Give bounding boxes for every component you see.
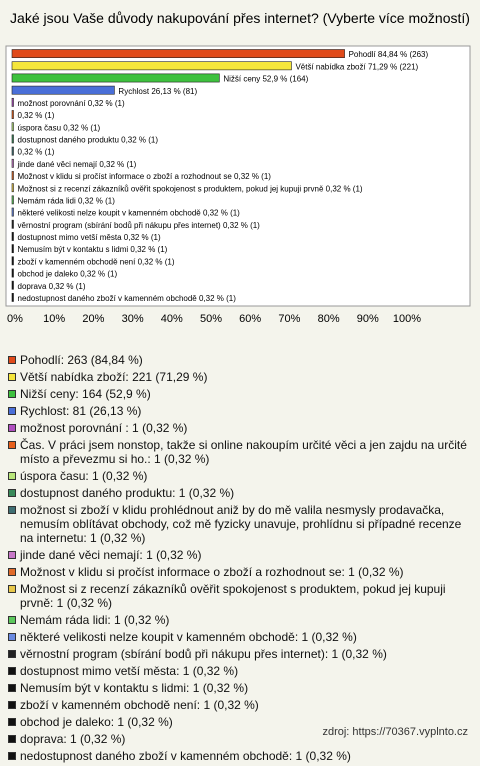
legend-swatch [8,441,16,449]
legend-item [6,469,470,483]
bar [12,257,14,265]
bar [12,208,14,216]
legend-swatch [8,489,16,497]
bar [12,184,14,192]
legend-label: Nižší ceny: 164 (52,9 %) [20,387,151,401]
bar [12,171,14,179]
legend-item [6,647,470,661]
legend-label: dostupnost mimo vetší města: 1 (0,32 %) [20,664,239,678]
legend-label: nedostupnost daného zboží v kamenném obchodě: 1 (0,32 %) [20,749,351,763]
legend-swatch [8,390,16,398]
legend-label: možnost si zboží v klidu prohlédnout aniž by do mě valila nesmysly prodavačka, nemusím oblítávat obchody, což mě fyzicky unavuje, prohlídnu si případné recenze na internetu: 1 (0,32 %) [20,503,462,545]
x-tick-label: 60% [239,313,262,325]
legend-swatch [8,735,16,743]
bar-label: Rychlost 26,13 % (81) [118,86,198,96]
legend-item [6,613,470,627]
legend-item [6,565,470,579]
bar [12,110,14,118]
bar [12,98,14,106]
x-tick-label: 30% [121,313,144,325]
legend-swatch [8,684,16,692]
chart-legend [6,353,470,766]
legend-label: obchod je daleko: 1 (0,32 %) [20,715,173,729]
bar [12,86,114,94]
bar [12,159,14,167]
bar-label: Větší nabídka zboží 71,29 % (221) [295,62,419,72]
x-tick-label: 10% [43,313,66,325]
legend-label: Možnost si z recenzí zákazníků ověřit spokojenost s produktem, pokud jej kupuji prvně: 1 (0,32 %) [20,582,446,610]
legend-item [6,548,470,562]
legend-label: Možnost v klidu si pročíst informace o zboží a rozhodnout se: 1 (0,32 %) [20,565,404,579]
legend-label: Rychlost: 81 (26,13 %) [20,404,142,418]
bar [12,293,14,301]
legend-swatch [8,568,16,576]
x-tick-label: 80% [317,313,340,325]
legend-item [6,681,470,695]
bar-label: nedostupnost daného zboží v kamenném obchodě 0,32 % (1) [17,294,236,303]
legend-item [6,353,470,367]
bar-label: možnost porovnání 0,32 % (1) [17,98,125,108]
bar-label: věrnostní program (sbírání bodů při nákupu přes internet) 0,32 % (1) [17,220,260,230]
x-tick-label: 90% [356,313,379,325]
bar-label: 0,32 % (1) [17,111,55,121]
x-tick-label: 50% [199,313,223,325]
bar [12,245,14,253]
bar [12,281,14,289]
legend-label: některé velikosti nelze koupit v kamenném obchodě: 1 (0,32 %) [20,630,357,644]
bar [12,62,291,70]
legend-label: doprava: 1 (0,32 %) [20,732,126,746]
legend-item [6,582,470,610]
legend-item [6,664,470,678]
bar [12,269,14,277]
source-credit: zdroj: https://70367.vyplnto.cz [322,726,468,738]
bar-chart [0,0,480,350]
bar-label: doprava 0,32 % (1) [17,281,86,291]
legend-swatch [8,650,16,658]
legend-item [6,749,470,763]
legend-label: Větší nabídka zboží: 221 (71,29 %) [20,370,208,384]
legend-label: zboží v kamenném obchodě není: 1 (0,32 %) [20,698,259,712]
legend-label: úspora času: 1 (0,32 %) [20,469,148,483]
legend-label: možnost porovnání : 1 (0,32 %) [20,421,188,435]
legend-swatch [8,616,16,624]
bar [12,50,345,58]
bar-label: úspora času 0,32 % (1) [17,123,101,133]
legend-label: dostupnost daného produktu: 1 (0,32 %) [20,486,235,500]
bar-label: Možnost si z recenzí zákazníků ověřit spokojenost s produktem, pokud jej kupuji prvně 0,32 % (1) [17,184,363,194]
bar [12,196,14,204]
x-tick-label: 70% [278,313,301,325]
bar-label: některé velikosti nelze koupit v kamenném obchodě 0,32 % (1) [17,208,240,218]
bar-label: Nižší ceny 52,9 % (164) [223,74,309,84]
bar-label: dostupnost mimo vetší města 0,32 % (1) [17,233,161,243]
legend-item [6,387,470,401]
legend-swatch [8,407,16,415]
legend-swatch [8,424,16,432]
legend-label: Nemám ráda lidi: 1 (0,32 %) [20,613,170,627]
legend-label: Čas. V práci jsem nonstop, takže si online nakoupím určité věci a jen zajdu na určité místo a převezmu si ho.: 1 (0,32 %) [20,438,467,466]
bar [12,220,14,228]
bar-label: jinde dané věci nemají 0,32 % (1) [17,159,137,169]
legend-item [6,404,470,418]
bar [12,147,14,155]
x-tick-label: 0% [7,313,23,325]
legend-swatch [8,718,16,726]
bar-label: dostupnost daného produktu 0,32 % (1) [17,135,159,145]
legend-swatch [8,667,16,675]
legend-item [6,503,470,545]
legend-item [6,370,470,384]
legend-item [6,438,470,466]
bar-label: 0,32 % (1) [17,147,55,157]
bar [12,232,14,240]
bar-label: zboží v kamenném obchodě není 0,32 % (1) [17,257,175,267]
legend-label: jinde dané věci nemají: 1 (0,32 %) [20,548,202,562]
bar-label: Možnost v klidu si pročíst informace o zboží a rozhodnout se 0,32 % (1) [17,172,271,182]
legend-item [6,630,470,644]
bar [12,135,14,143]
legend-swatch [8,551,16,559]
bar [12,123,14,131]
x-tick-label: 100% [392,313,422,325]
chart-title: Jaké jsou Vaše důvody nakupování přes internet? (Vyberte více možností) [10,10,470,26]
bar-label: Pohodlí 84,84 % (263) [348,50,429,60]
legend-swatch [8,506,16,514]
x-tick-label: 40% [160,313,183,325]
bar-label: Nemám ráda lidi 0,32 % (1) [17,196,115,206]
legend-item [6,698,470,712]
bar-label: obchod je daleko 0,32 % (1) [17,269,118,279]
bar-label: Nemusím být v kontaktu s lidmi 0,32 % (1) [17,245,168,255]
legend-swatch [8,701,16,709]
legend-swatch [8,356,16,364]
legend-swatch [8,373,16,381]
legend-label: Nemusím být v kontaktu s lidmi: 1 (0,32 %) [20,681,249,695]
legend-swatch [8,585,16,593]
legend-item [6,486,470,500]
legend-label: Pohodlí: 263 (84,84 %) [20,353,143,367]
legend-swatch [8,472,16,480]
legend-label: věrnostní program (sbírání bodů při nákupu přes internet): 1 (0,32 %) [20,647,387,661]
bar [12,74,219,82]
legend-item [6,421,470,435]
legend-swatch [8,633,16,641]
legend-swatch [8,752,16,760]
x-tick-label: 20% [82,313,105,325]
